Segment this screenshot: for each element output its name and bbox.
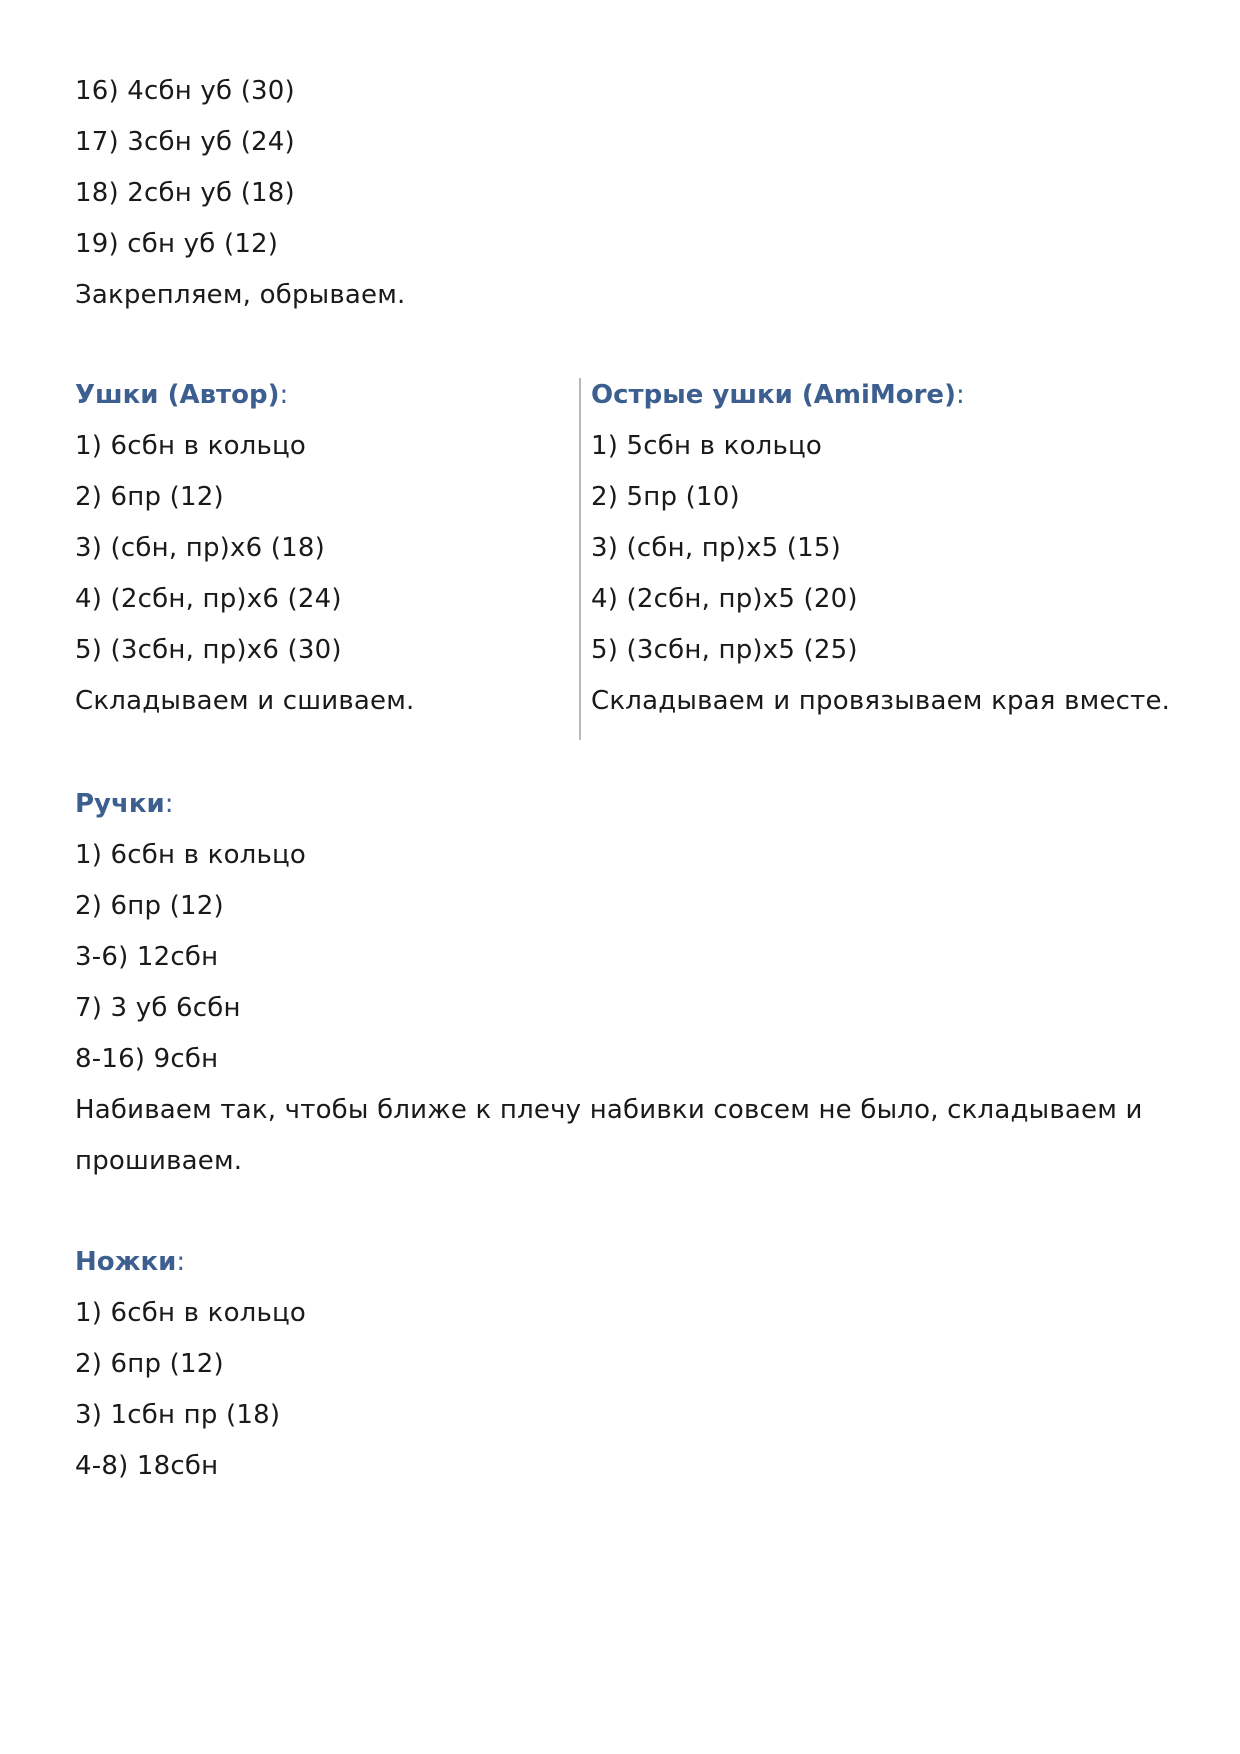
heading-colon: : bbox=[164, 789, 174, 819]
section-heading-ears-amimore bbox=[591, 378, 965, 412]
pattern-row: 1) 5сбн в кольцо bbox=[591, 431, 823, 461]
column-divider bbox=[579, 378, 581, 740]
pattern-row: 2) 5пр (10) bbox=[591, 482, 740, 512]
heading-colon: : bbox=[176, 1247, 186, 1277]
pattern-row: 2) 6пр (12) bbox=[75, 482, 224, 512]
pattern-row: 2) 6пр (12) bbox=[75, 891, 224, 921]
pattern-row: 4-8) 18сбн bbox=[75, 1451, 219, 1481]
pattern-row: 17) 3сбн уб (24) bbox=[75, 127, 295, 157]
section-heading-arms bbox=[75, 787, 173, 821]
pattern-row: 3-6) 12сбн bbox=[75, 942, 219, 972]
pattern-row: 18) 2сбн уб (18) bbox=[75, 178, 295, 208]
pattern-row: 5) (3сбн, пр)х5 (25) bbox=[591, 635, 858, 665]
pattern-note: Складываем и сшиваем. bbox=[75, 686, 415, 716]
section-heading-legs bbox=[75, 1245, 185, 1279]
heading-text: Ножки bbox=[75, 1247, 177, 1277]
pattern-row: 3) (сбн, пр)х6 (18) bbox=[75, 533, 325, 563]
heading-text: Ушки (Автор) bbox=[75, 380, 280, 410]
pattern-row: 19) сбн уб (12) bbox=[75, 229, 279, 259]
pattern-note: Закрепляем, обрываем. bbox=[75, 280, 406, 310]
heading-colon: : bbox=[955, 380, 965, 410]
pattern-note: Складываем и провязываем края вместе. bbox=[591, 686, 1171, 716]
pattern-note: прошиваем. bbox=[75, 1146, 243, 1176]
pattern-row: 5) (3сбн, пр)х6 (30) bbox=[75, 635, 342, 665]
heading-colon: : bbox=[279, 380, 289, 410]
pattern-row: 1) 6сбн в кольцо bbox=[75, 840, 307, 870]
pattern-row: 4) (2сбн, пр)х5 (20) bbox=[591, 584, 858, 614]
heading-text: Острые ушки (AmiMore) bbox=[591, 380, 956, 410]
pattern-row: 1) 6сбн в кольцо bbox=[75, 1298, 307, 1328]
pattern-row: 16) 4сбн уб (30) bbox=[75, 76, 295, 106]
pattern-row: 2) 6пр (12) bbox=[75, 1349, 224, 1379]
pattern-row: 7) 3 уб 6сбн bbox=[75, 993, 241, 1023]
pattern-row: 4) (2сбн, пр)х6 (24) bbox=[75, 584, 342, 614]
section-heading-ears-author bbox=[75, 378, 288, 412]
pattern-row: 1) 6сбн в кольцо bbox=[75, 431, 307, 461]
pattern-row: 8-16) 9сбн bbox=[75, 1044, 219, 1074]
heading-text: Ручки bbox=[75, 789, 165, 819]
pattern-note: Набиваем так, чтобы ближе к плечу набивки совсем не было, складываем и bbox=[75, 1095, 1143, 1125]
pattern-row: 3) (сбн, пр)х5 (15) bbox=[591, 533, 841, 563]
pattern-row: 3) 1сбн пр (18) bbox=[75, 1400, 281, 1430]
